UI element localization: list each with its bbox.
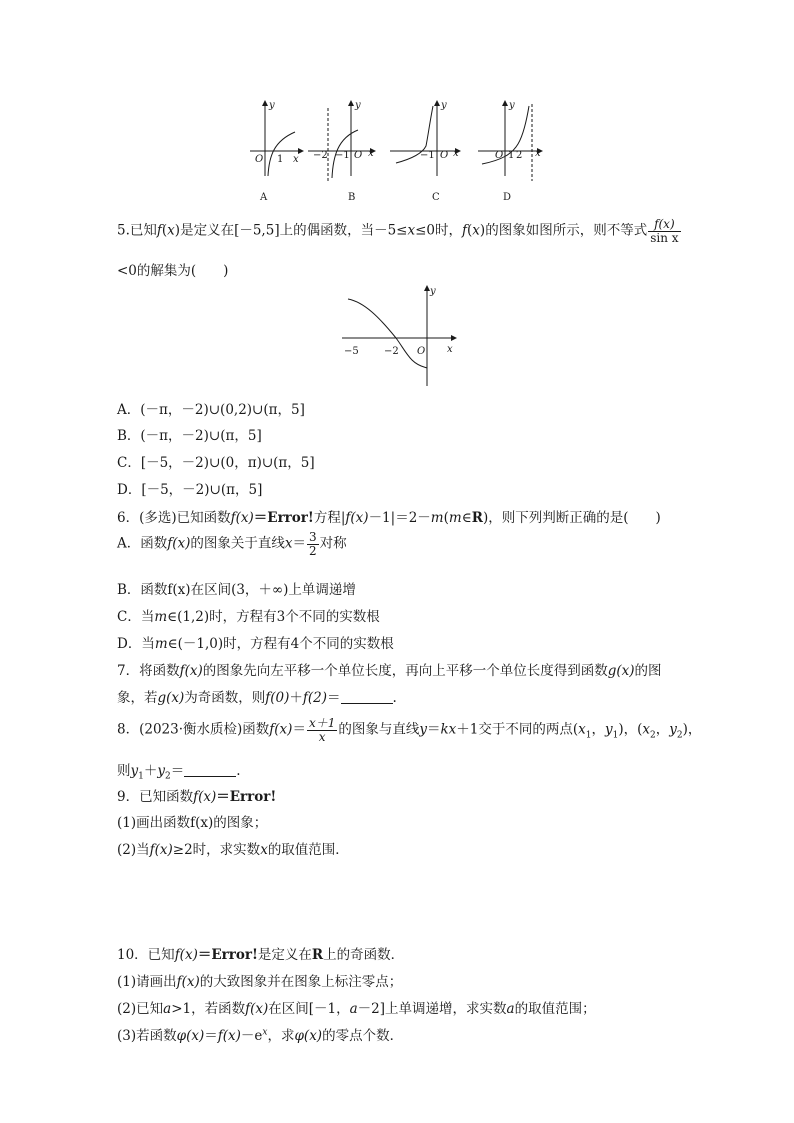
q5-option-a: A．(－π，－2)∪(0,2)∪(π，5]	[117, 402, 305, 418]
graph-b-tick-1: −2	[313, 150, 328, 161]
graph-d-caption: D	[503, 192, 512, 203]
graph-b-y-label: y	[355, 100, 361, 111]
q5-fraction: $\frac{f(x)}{\text{sin x}}$	[650, 217, 679, 245]
q5-option-d: D．[－5，－2)∪(π，5]	[117, 482, 263, 498]
q9-stem: 9．已知函数f(x)＝Error!	[117, 789, 277, 805]
q9-sub-1: (1)画出函数f(x)的图象；	[117, 815, 268, 831]
q8-line2: 则$y_1+y_2=$ .	[117, 763, 241, 782]
q8-line1: 8．(2023·衡水质检)函数f(x)＝ $\frac{x+1}{x}$ 的图象与直线y＝kx＋1交于不同的两点($x_1$，$y_1$)，($x_2$，$y_2$)，	[117, 716, 702, 744]
q10-sub-2: (2)已知a>1，若函数f(x)在区间[－1，a－2]上单调递增，求实数a的取值范围；	[117, 1001, 596, 1017]
q8-answer-blank[interactable]	[184, 764, 236, 777]
graph-a-origin: O	[255, 154, 264, 165]
q10-stem: 10．已知f(x)＝Error!是定义在R上的奇函数．	[117, 947, 405, 963]
q7-answer-blank[interactable]	[341, 691, 393, 704]
graph-a-x-label: x	[293, 154, 299, 165]
graph-c	[390, 100, 460, 203]
q9-sub-2: (2)当f(x)≥2时，求实数x的取值范围．	[117, 842, 349, 858]
graph-a-caption: A	[260, 192, 268, 203]
graph-d-origin: O	[495, 150, 504, 161]
q7-line1: 7．将函数f(x)的图象先向左平移一个单位长度，再向上平移一个单位长度得到函数g(x)的图	[117, 663, 662, 679]
q6-option-c: C．当m∈(1,2)时，方程有3个不同的实数根	[117, 609, 380, 625]
option-graphs	[240, 96, 550, 206]
q6-stem: 6．(多选)已知函数f(x)＝Error!方程|f(x)－1|＝2－m(m∈R)，则下列判断正确的是( )	[117, 510, 661, 526]
q7-line2: 象，若g(x)为奇函数，则f(0)＋f(2)＝ .	[117, 690, 397, 706]
q5-graph	[334, 282, 464, 392]
graph-c-tick: −1	[420, 150, 435, 161]
graph-d	[478, 100, 542, 203]
graph-c-origin: O	[440, 150, 449, 161]
q6-option-d: D．当m∈(－1,0)时，方程有4个不同的实数根	[117, 636, 394, 652]
graph-a-tick: 1	[277, 154, 284, 165]
q6-option-b: B．函数f(x)在区间(3，＋∞)上单调递增	[117, 582, 356, 598]
graph-a-y-label: y	[269, 100, 275, 111]
q5-graph-x-label: x	[447, 344, 453, 355]
graph-b	[308, 100, 375, 203]
q5-line1: 5.已知f(x)是定义在[－5,5]上的偶函数，当－5≤x≤0时，f(x)的图象如图所示，则不等式 $\frac{f(x)}{\text{sin x}}$	[117, 217, 679, 245]
q5-line2: <0的解集为( )	[117, 263, 229, 279]
q5-graph-tick-1: −5	[344, 346, 359, 357]
graph-d-x-label: x	[535, 148, 541, 159]
q6-option-a: A．函数f(x)的图象关于直线x＝ $\frac{3}{2}$ 对称	[117, 530, 347, 558]
q5-graph-origin: O	[417, 346, 426, 357]
graph-c-y-label: y	[441, 100, 447, 111]
q10-sub-3: (3)若函数$\varphi(x)=f(x)-e^x$，求φ(x)的零点个数．	[117, 1027, 404, 1044]
graph-d-tick-2: 2	[516, 150, 523, 161]
graph-b-caption: B	[348, 192, 356, 203]
q5-graph-tick-2: −2	[384, 346, 399, 357]
graph-b-x-label: x	[368, 148, 374, 159]
q5-option-c: C．[－5，－2)∪(0，π)∪(π，5]	[117, 455, 315, 471]
q5-option-b: B．(－π，－2)∪(π，5]	[117, 428, 262, 444]
graph-d-y-label: y	[509, 100, 515, 111]
graph-c-x-label: x	[453, 148, 459, 159]
graph-b-origin: O	[354, 150, 363, 161]
graph-a	[250, 100, 303, 203]
q10-sub-1: (1)请画出f(x)的大致图象并在图象上标注零点；	[117, 974, 403, 990]
graph-b-tick-2: −1	[335, 150, 350, 161]
graph-d-tick-1: 1	[508, 150, 515, 161]
q5-graph-y-label: y	[430, 286, 436, 297]
graph-c-caption: C	[432, 192, 440, 203]
